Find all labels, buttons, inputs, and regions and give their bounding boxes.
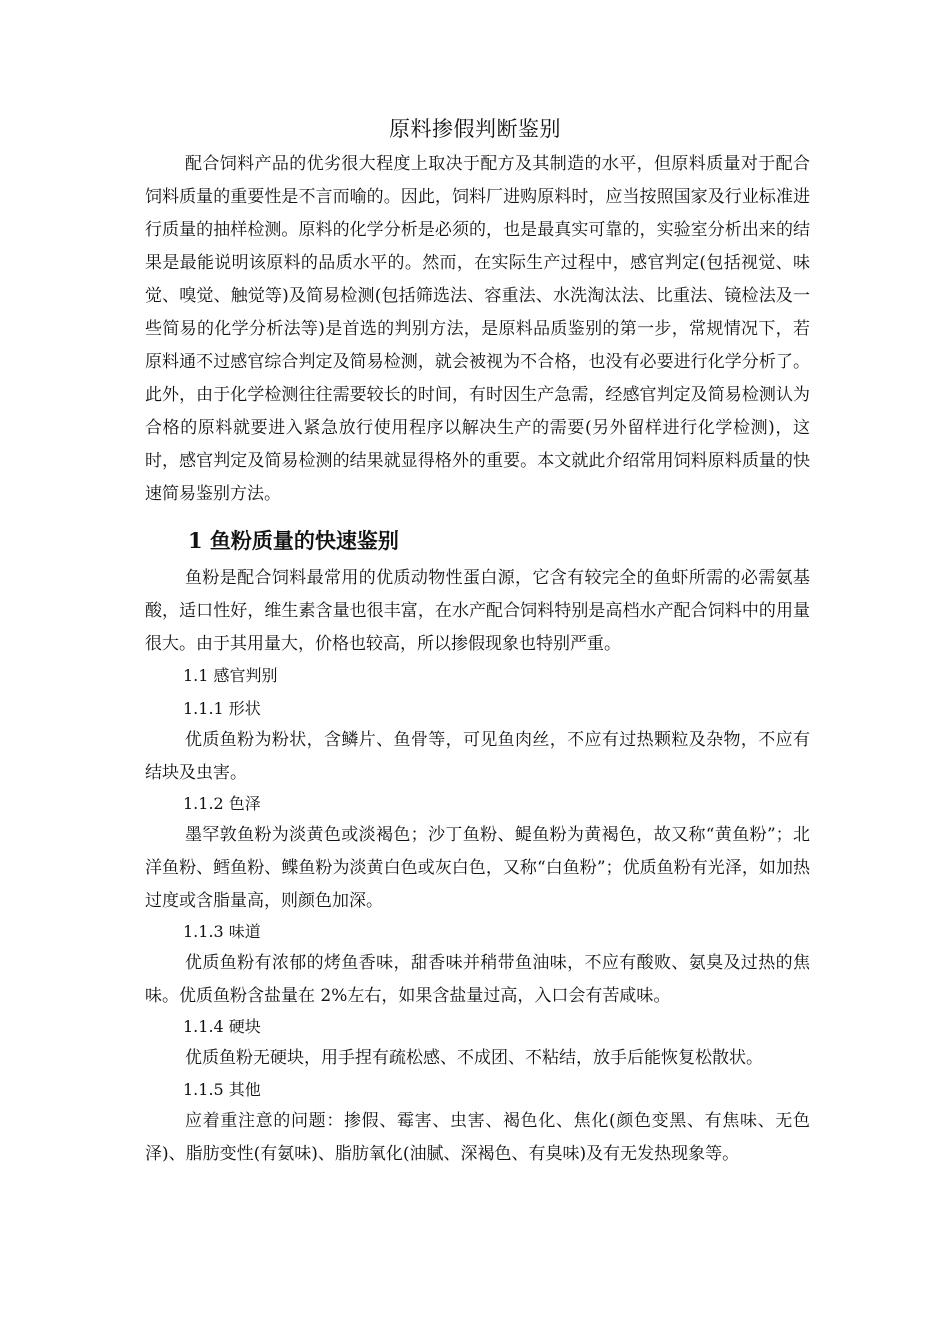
taste-paragraph: 优质鱼粉有浓郁的烤鱼香味，甜香味并稍带鱼油味，不应有酸败、氨臭及过热的焦味。优质鱼粉含盐量在 2%左右，如果含盐量过高，入口会有苦咸味。 bbox=[145, 953, 810, 1006]
color-heading: 1.1.2 色泽 bbox=[183, 794, 261, 813]
lump-heading: 1.1.4 硬块 bbox=[183, 1017, 261, 1036]
page-title: 原料掺假判断鉴别 bbox=[389, 117, 561, 141]
intro-paragraph: 配合饲料产品的优劣很大程度上取决于配方及其制造的水平，但原料质量对于配合饲料质量的重要性是不言而喻的。因此，饲料厂进购原料时，应当按照国家及行业标准进行质量的抽样检测。原料的化学分析是必须的，也是最真实可靠的，实验室分析出来的结果是最能说明该原料的品质水平的。然而，在实际生产过程中，感官判定(包括视觉、味觉、嗅觉、触觉等)及简易检测(包括筛选法、容重法、水洗淘汰法、比重法、镜检法及一些简易的化学分析法等)是首选的判别方法，是原料品质鉴别的第一步，常规情况下，若原料通不过感官综合判定及简易检测，就会被视为不合格，也没有必要进行化学分析了。此外，由于化学检测往往需要较长的时间，有时因生产急需，经感官判定及简易检测认为合格的原料就要进入紧急放行使用程序以解决生产的需要(另外留样进行化学检测)，这时，感官判定及简易检测的结果就显得格外的重要。本文就此介绍常用饲料原料质量的快速简易鉴别方法。 bbox=[145, 154, 810, 504]
shape-heading: 1.1.1 形状 bbox=[183, 699, 261, 718]
color-paragraph: 墨罕敦鱼粉为淡黄色或淡褐色；沙丁鱼粉、鳀鱼粉为黄褐色，故又称“黄鱼粉”；北洋鱼粉、鳕鱼粉、鲽鱼粉为淡黄白色或灰白色，又称“白鱼粉”；优质鱼粉有光泽，如加热过度或含脂量高，则颜色加深。 bbox=[145, 825, 810, 911]
taste-heading: 1.1.3 味道 bbox=[183, 922, 261, 941]
other-paragraph: 应着重注意的问题：掺假、霉害、虫害、褐色化、焦化(颜色变黑、有焦味、无色泽)、脂肪变性(有氨味)、脂肪氧化(油腻、深褐色、有臭味)及有无发热现象等。 bbox=[145, 1111, 810, 1164]
section-intro-paragraph: 鱼粉是配合饲料最常用的优质动物性蛋白源，它含有较完全的鱼虾所需的必需氨基酸，适口性好，维生素含量也很丰富，在水产配合饲料特别是高档水产配合饲料中的用量很大。由于其用量大，价格也较高，所以掺假现象也特别严重。 bbox=[145, 568, 810, 654]
subsection-heading: 1.1 感官判别 bbox=[183, 666, 278, 685]
lump-paragraph: 优质鱼粉无硬块，用手捏有疏松感、不成团、不粘结，放手后能恢复松散状。 bbox=[185, 1048, 763, 1068]
shape-paragraph: 优质鱼粉为粉状，含鳞片、鱼骨等，可见鱼肉丝，不应有过热颗粒及杂物，不应有结块及虫害。 bbox=[145, 730, 810, 783]
section-heading: 1 鱼粉质量的快速鉴别 bbox=[188, 528, 399, 553]
other-heading: 1.1.5 其他 bbox=[183, 1080, 261, 1099]
